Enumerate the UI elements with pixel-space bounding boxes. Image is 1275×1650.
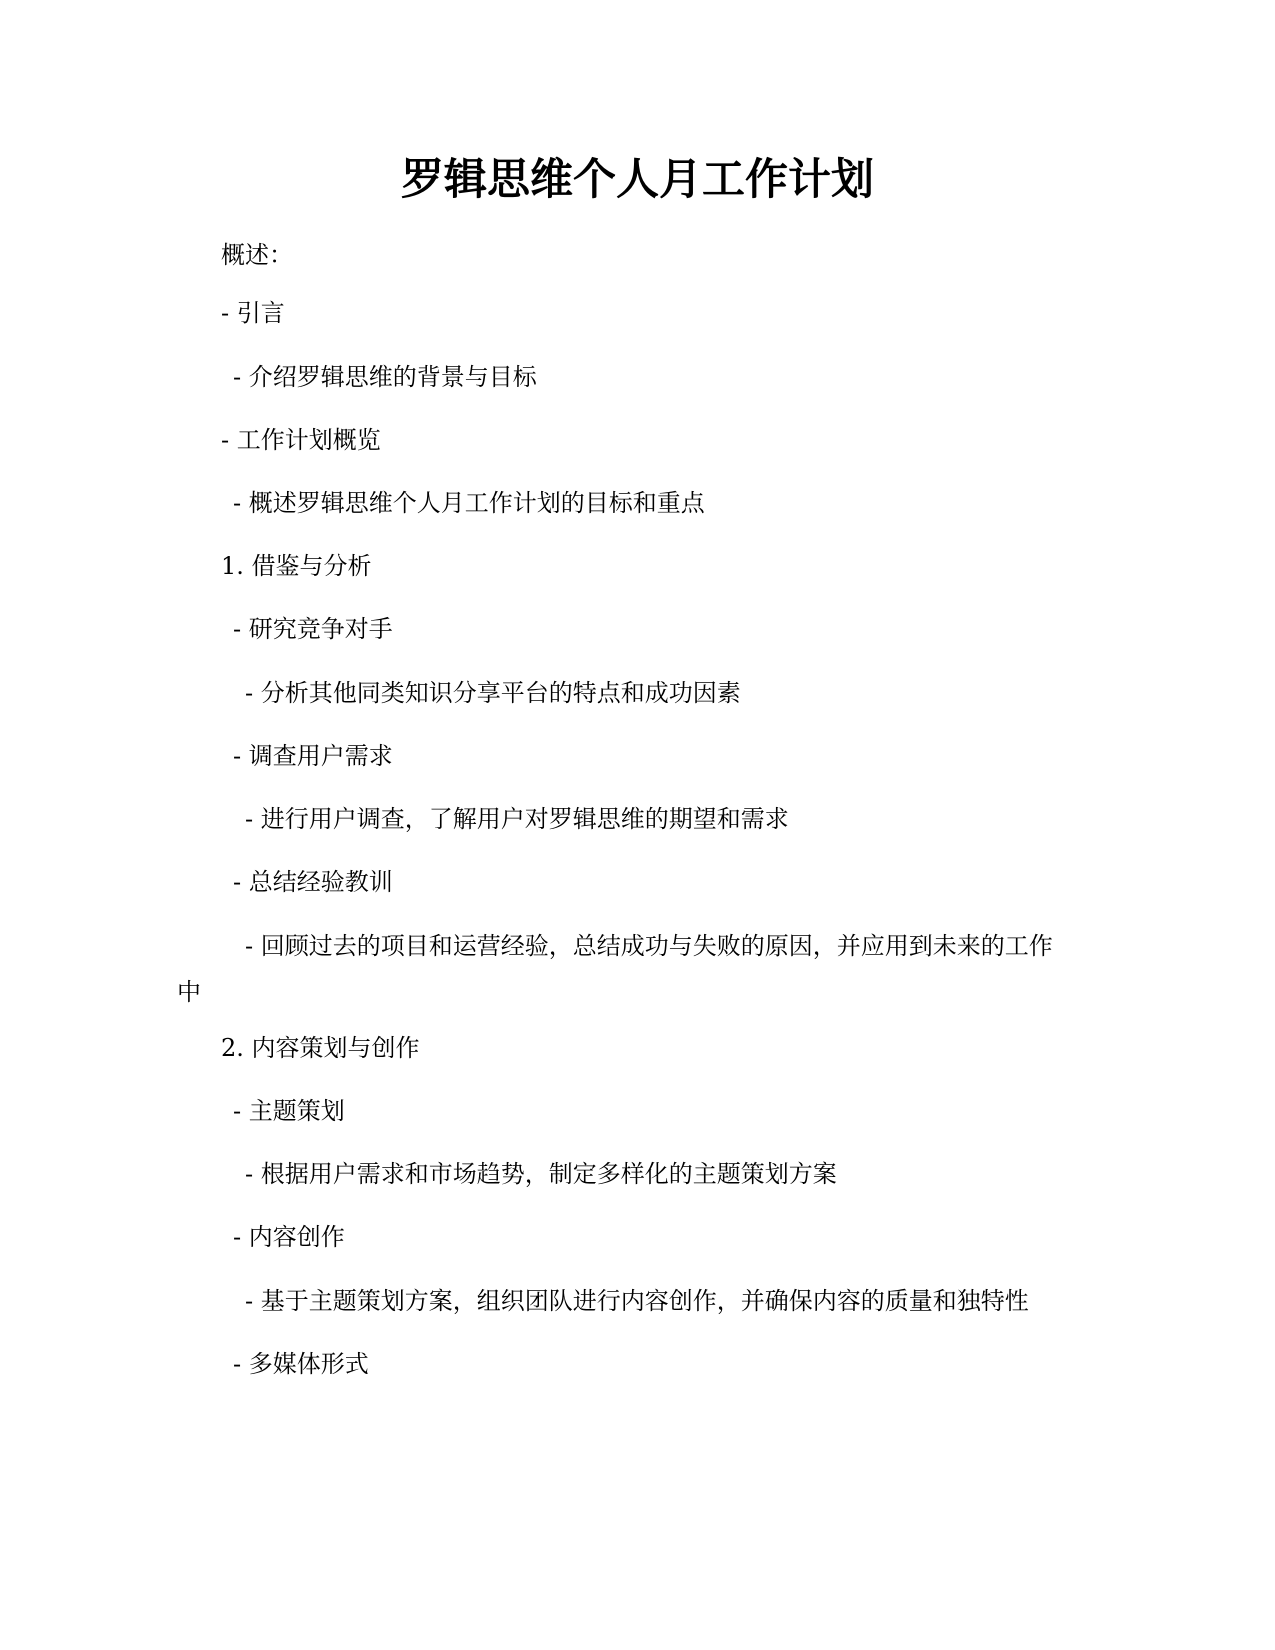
outline-subitem-plan-goals: - 概述罗辑思维个人月工作计划的目标和重点 [233,489,705,517]
outline-subitem-intro-background: - 介绍罗辑思维的背景与目标 [233,363,537,391]
outline-detail-content-creation: - 基于主题策划方案，组织团队进行内容创作，并确保内容的质量和独特性 [245,1287,1029,1315]
outline-subitem-user-needs: - 调查用户需求 [233,742,393,770]
outline-item-plan-overview: - 工作计划概览 [221,426,381,454]
outline-subitem-topic-planning: - 主题策划 [233,1097,345,1125]
document-title: 罗辑思维个人月工作计划 [401,155,874,205]
outline-subitem-lessons: - 总结经验教训 [233,868,393,896]
outline-detail-user-survey: - 进行用户调查，了解用户对罗辑思维的期望和需求 [245,805,789,833]
outline-detail-topic-planning: - 根据用户需求和市场趋势，制定多样化的主题策划方案 [245,1160,837,1188]
section-heading-content: 2. 内容策划与创作 [221,1034,420,1062]
outline-subitem-multimedia: - 多媒体形式 [233,1350,369,1378]
outline-item-intro: - 引言 [221,299,285,327]
outline-subitem-content-creation: - 内容创作 [233,1223,345,1251]
overview-label: 概述： [221,241,293,269]
outline-detail-lessons: - 回顾过去的项目和运营经验，总结成功与失败的原因，并应用到未来的工作中 [177,932,1053,1006]
outline-detail-competitors: - 分析其他同类知识分享平台的特点和成功因素 [245,679,741,707]
section-heading-analysis: 1. 借鉴与分析 [221,552,372,580]
outline-subitem-competitors: - 研究竞争对手 [233,615,393,643]
